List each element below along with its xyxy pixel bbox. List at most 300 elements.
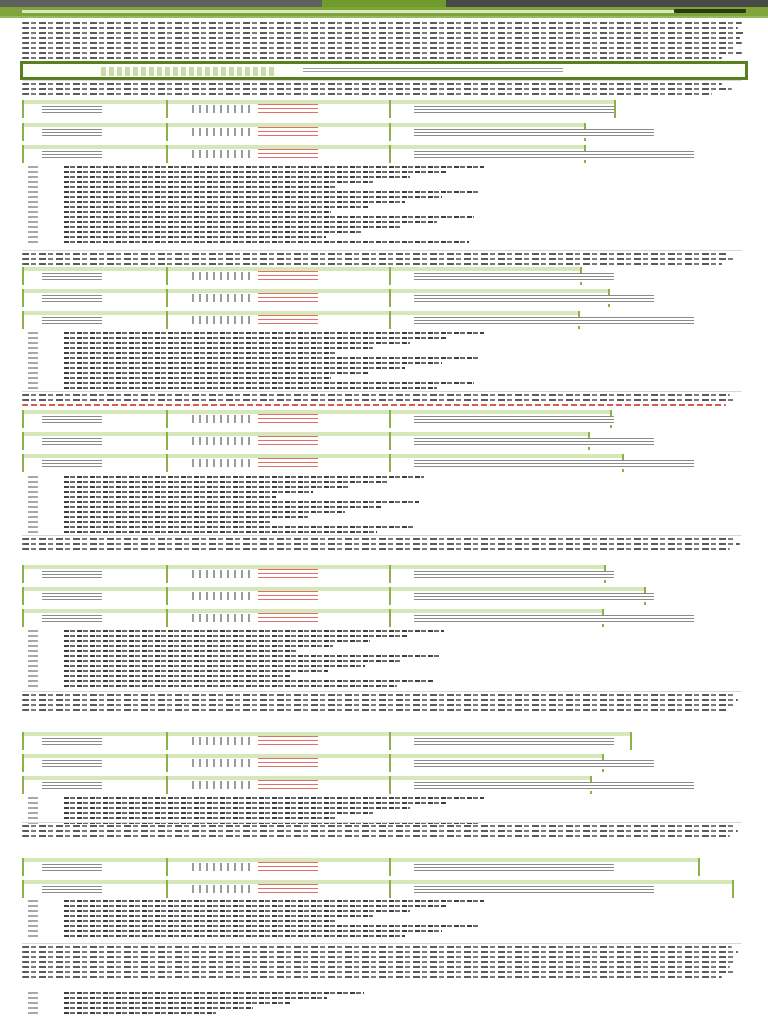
link-list[interactable] [258, 104, 318, 116]
column-divider [22, 410, 24, 428]
column-divider [698, 858, 700, 876]
list-bullet [28, 511, 38, 513]
comparison-row [22, 587, 644, 605]
list-item-text [64, 377, 331, 379]
column-divider [166, 145, 168, 163]
thumbnail-grid[interactable] [192, 737, 250, 745]
section-divider [22, 391, 742, 392]
list-bullet [28, 186, 38, 188]
list-bullet [28, 992, 38, 994]
cell-text [42, 295, 102, 304]
text-line [22, 709, 728, 711]
column-divider [732, 880, 734, 898]
link-list[interactable] [258, 780, 318, 792]
cell-text [414, 782, 694, 791]
comparison-row [22, 454, 622, 472]
list-bullet [28, 231, 38, 233]
list-item-text [64, 357, 479, 359]
list-bullet [28, 171, 38, 173]
text-line [22, 543, 740, 545]
list-item-text [64, 640, 370, 642]
list-item-text [64, 665, 365, 667]
gallery-thumb[interactable] [269, 67, 274, 76]
list-item-text [64, 486, 350, 488]
thumbnail-grid[interactable] [192, 316, 250, 324]
cell-text [42, 106, 102, 115]
list-bullet [28, 660, 38, 662]
column-divider [22, 432, 24, 450]
comparison-row [22, 776, 590, 794]
link-list[interactable] [258, 271, 318, 283]
column-divider [166, 587, 168, 605]
list-bullet [28, 635, 38, 637]
thumbnail-grid[interactable] [192, 614, 250, 622]
list-bullet [28, 1012, 38, 1014]
list-item-text [64, 176, 410, 178]
link-list[interactable] [258, 315, 318, 327]
gallery-thumb[interactable] [245, 67, 250, 76]
gallery-thumb[interactable] [261, 67, 266, 76]
cell-text [42, 571, 102, 580]
column-divider [166, 410, 168, 428]
text-line [22, 263, 722, 265]
comparison-row [22, 754, 602, 772]
gallery-thumb[interactable] [189, 67, 194, 76]
gallery-thumb[interactable] [197, 67, 202, 76]
cell-text [42, 738, 102, 747]
nav-band-strip [22, 10, 746, 13]
cell-text [414, 295, 654, 304]
column-divider [166, 100, 168, 118]
list-item-text [64, 675, 291, 677]
gallery-thumb[interactable] [117, 67, 122, 76]
list-item-text [64, 630, 444, 632]
thumbnail-grid[interactable] [192, 272, 250, 280]
column-divider [22, 609, 24, 627]
cell-text [42, 886, 102, 895]
list-item-text [64, 930, 442, 932]
text-paragraph [22, 946, 738, 981]
thumbnail-grid[interactable] [192, 415, 250, 423]
list-bullet [28, 685, 38, 687]
column-divider [166, 123, 168, 141]
column-divider [166, 311, 168, 329]
list-item-text [64, 186, 336, 188]
link-list[interactable] [258, 862, 318, 874]
list-bullet [28, 337, 38, 339]
list-bullet [28, 347, 38, 349]
text-line [22, 404, 726, 406]
text-paragraph [22, 83, 732, 98]
list-bullet [28, 650, 38, 652]
comparison-row [22, 880, 732, 898]
column-divider [22, 123, 24, 141]
list-bullet [28, 531, 38, 533]
text-line [22, 93, 712, 95]
list-item-text [64, 900, 484, 902]
cell-text [414, 571, 614, 580]
cell-text [42, 438, 102, 447]
list-bullet [28, 910, 38, 912]
thumbnail-grid[interactable] [192, 592, 250, 600]
list-item-text [64, 1002, 290, 1004]
section-divider [22, 943, 742, 944]
column-divider [166, 754, 168, 772]
list-item-text [64, 166, 484, 168]
column-divider [22, 776, 24, 794]
list-item-text [64, 915, 373, 917]
column-divider [22, 454, 24, 472]
column-divider [166, 880, 168, 898]
thumbnail-grid[interactable] [192, 759, 250, 767]
column-divider [166, 267, 168, 285]
list-item-text [64, 817, 336, 819]
cell-text [42, 317, 102, 326]
list-bullet [28, 630, 38, 632]
list-bullet [28, 935, 38, 937]
list-bullet [28, 166, 38, 168]
column-divider [166, 432, 168, 450]
list-bullet [28, 332, 38, 334]
thumbnail-grid[interactable] [192, 128, 250, 136]
column-divider [389, 754, 391, 772]
list-bullet [28, 526, 38, 528]
list-bullet [28, 670, 38, 672]
column-divider [22, 754, 24, 772]
thumbnail-grid[interactable] [192, 459, 250, 467]
list-item-text [64, 191, 479, 193]
list-item-text [64, 660, 402, 662]
cell-text [42, 273, 102, 282]
cell-text [414, 438, 654, 447]
list-bullet [28, 236, 38, 238]
list-bullet [28, 342, 38, 344]
text-line [22, 83, 722, 85]
top-bar [0, 0, 768, 7]
cell-text [414, 593, 654, 602]
link-list[interactable] [258, 758, 318, 770]
active-nav-tab[interactable] [322, 0, 446, 7]
column-divider [166, 858, 168, 876]
list-item-text [64, 206, 368, 208]
list-item-text [64, 1007, 253, 1009]
column-divider [389, 410, 391, 428]
list-bullet [28, 645, 38, 647]
list-item-text [64, 905, 447, 907]
gallery-thumb[interactable] [221, 67, 226, 76]
column-divider [630, 732, 632, 750]
row-header-band [22, 100, 614, 104]
list-bullet [28, 675, 38, 677]
comparison-row [22, 565, 604, 583]
column-divider [22, 587, 24, 605]
header-rule [0, 16, 768, 18]
cell-text [414, 273, 614, 282]
column-divider [389, 454, 391, 472]
list-item-text [64, 650, 296, 652]
text-line [22, 394, 730, 396]
text-line [22, 22, 742, 24]
list-item-text [64, 367, 405, 369]
list-item-text [64, 476, 424, 478]
thumbnail-grid[interactable] [192, 863, 250, 871]
list-item-text [64, 221, 437, 223]
list-bullet [28, 211, 38, 213]
cell-text [42, 593, 102, 602]
comparison-row [22, 267, 580, 285]
cell-text [414, 317, 694, 326]
text-paragraph [22, 538, 740, 553]
list-bullet [28, 665, 38, 667]
gallery-thumb[interactable] [149, 67, 154, 76]
cell-text [414, 864, 614, 873]
list-item-text [64, 196, 442, 198]
gallery-thumb[interactable] [181, 67, 186, 76]
link-list[interactable] [258, 569, 318, 581]
cell-text [414, 416, 614, 425]
gallery-thumb[interactable] [205, 67, 210, 76]
cell-text [414, 151, 694, 160]
list-bullet [28, 516, 38, 518]
link-list[interactable] [258, 736, 318, 748]
list-item-text [64, 992, 364, 994]
cell-text [42, 460, 102, 469]
comparison-row [22, 732, 630, 750]
column-divider [22, 145, 24, 163]
section-divider [22, 822, 742, 823]
cell-text [42, 782, 102, 791]
list-item-text [64, 635, 407, 637]
column-divider [389, 123, 391, 141]
list-bullet [28, 930, 38, 932]
list-item-text [64, 531, 377, 533]
list-bullet [28, 905, 38, 907]
cell-text [42, 151, 102, 160]
list-bullet [28, 367, 38, 369]
gallery-thumb[interactable] [165, 67, 170, 76]
gallery-thumb[interactable] [253, 67, 258, 76]
list-item-text [64, 236, 326, 238]
link-list[interactable] [258, 149, 318, 161]
section-divider [22, 535, 742, 536]
text-line [22, 37, 740, 39]
text-line [22, 961, 734, 963]
list-item-text [64, 211, 331, 213]
list-item-text [64, 491, 313, 493]
list-bullet [28, 640, 38, 642]
text-line [22, 27, 738, 29]
text-line [22, 835, 730, 837]
list-item-text [64, 342, 410, 344]
column-divider [22, 100, 24, 118]
cell-text [414, 738, 614, 747]
gallery-thumb[interactable] [237, 67, 242, 76]
section-divider [22, 250, 742, 251]
column-divider [22, 858, 24, 876]
column-divider [166, 609, 168, 627]
list-item-text [64, 226, 400, 228]
link-list[interactable] [258, 127, 318, 139]
list-bullet [28, 216, 38, 218]
section-divider [22, 80, 742, 81]
gallery-thumb[interactable] [173, 67, 178, 76]
list-item-text [64, 372, 368, 374]
text-paragraph [22, 694, 738, 714]
text-line [22, 42, 742, 44]
column-divider [389, 100, 391, 118]
text-line [22, 548, 730, 550]
list-bullet [28, 206, 38, 208]
gallery-thumb[interactable] [133, 67, 138, 76]
column-divider [22, 565, 24, 583]
gallery-thumb[interactable] [125, 67, 130, 76]
column-divider [389, 587, 391, 605]
comparison-row [22, 410, 610, 428]
column-divider [389, 311, 391, 329]
cell-text [42, 864, 102, 873]
comparison-row [22, 432, 588, 450]
text-line [22, 258, 734, 260]
text-line [22, 47, 736, 49]
thumbnail-grid[interactable] [192, 570, 250, 578]
list-bullet [28, 221, 38, 223]
gallery-thumb[interactable] [109, 67, 114, 76]
list-bullet [28, 481, 38, 483]
list-item-text [64, 685, 397, 687]
link-list[interactable] [258, 436, 318, 448]
link-list[interactable] [258, 414, 318, 426]
link-list[interactable] [258, 458, 318, 470]
gallery-thumb[interactable] [101, 67, 106, 76]
list-bullet [28, 680, 38, 682]
text-line [22, 538, 734, 540]
column-divider [389, 267, 391, 285]
text-paragraph [22, 22, 744, 62]
link-list[interactable] [258, 613, 318, 625]
gallery-thumb[interactable] [229, 67, 234, 76]
list-item-text [64, 496, 276, 498]
column-divider [166, 565, 168, 583]
text-line [22, 399, 736, 401]
list-item-text [64, 362, 442, 364]
row-header-band [22, 587, 644, 591]
text-line [22, 699, 738, 701]
column-divider [614, 100, 616, 118]
cell-text [42, 416, 102, 425]
list-item-text [64, 910, 410, 912]
comparison-row [22, 123, 584, 141]
list-bullet [28, 491, 38, 493]
thumbnail-grid[interactable] [192, 150, 250, 158]
list-item-text [64, 506, 382, 508]
list-bullet [28, 797, 38, 799]
link-list[interactable] [258, 591, 318, 603]
thumbnail-grid[interactable] [192, 437, 250, 445]
list-bullet [28, 655, 38, 657]
list-bullet [28, 915, 38, 917]
list-bullet [28, 817, 38, 819]
list-item-text [64, 501, 419, 503]
gallery-thumb[interactable] [213, 67, 218, 76]
list-bullet [28, 176, 38, 178]
list-bullet [28, 387, 38, 389]
list-bullet [28, 352, 38, 354]
list-item-text [64, 216, 474, 218]
cell-text [414, 615, 694, 624]
list-bullet [28, 486, 38, 488]
nav-button[interactable] [674, 9, 746, 13]
link-list[interactable] [258, 293, 318, 305]
gallery-frame[interactable] [20, 61, 748, 80]
list-bullet [28, 196, 38, 198]
list-bullet [28, 506, 38, 508]
column-divider [22, 311, 24, 329]
list-bullet [28, 997, 38, 999]
column-divider [22, 732, 24, 750]
thumbnail-grid[interactable] [192, 885, 250, 893]
section-divider [22, 691, 742, 692]
list-bullet [28, 812, 38, 814]
column-divider [389, 732, 391, 750]
thumbnail-grid[interactable] [192, 105, 250, 113]
text-line [22, 966, 730, 968]
text-paragraph [22, 394, 736, 409]
comparison-row [22, 311, 578, 329]
list-bullet [28, 920, 38, 922]
list-bullet [28, 377, 38, 379]
text-line [22, 32, 744, 34]
text-line [22, 253, 727, 255]
row-header-band [22, 880, 732, 884]
list-item-text [64, 1012, 216, 1014]
cell-text [414, 886, 654, 895]
list-bullet [28, 357, 38, 359]
list-item-text [64, 332, 484, 334]
comparison-row [22, 145, 584, 163]
thumbnail-grid[interactable] [192, 781, 250, 789]
text-line [22, 971, 736, 973]
list-item-text [64, 645, 333, 647]
text-line [22, 825, 734, 827]
top-bar-left [0, 0, 322, 7]
link-list[interactable] [258, 884, 318, 896]
text-line [22, 956, 736, 958]
text-line [22, 951, 738, 953]
list-item-text [64, 481, 387, 483]
thumbnail-grid[interactable] [192, 294, 250, 302]
list-item-text [64, 337, 447, 339]
list-bullet [28, 372, 38, 374]
list-item-text [64, 997, 327, 999]
gallery-thumb[interactable] [157, 67, 162, 76]
comparison-row [22, 289, 608, 307]
list-item-text [64, 516, 308, 518]
column-divider [166, 776, 168, 794]
list-item-text [64, 920, 336, 922]
gallery-thumb[interactable] [141, 67, 146, 76]
list-item-text [64, 670, 328, 672]
column-divider [166, 454, 168, 472]
list-item-text [64, 526, 414, 528]
list-item-text [64, 511, 345, 513]
column-divider [389, 145, 391, 163]
comparison-row [22, 609, 602, 627]
text-line [22, 976, 722, 978]
list-bullet [28, 382, 38, 384]
list-bullet [28, 496, 38, 498]
list-bullet [28, 521, 38, 523]
comparison-row [22, 100, 614, 118]
